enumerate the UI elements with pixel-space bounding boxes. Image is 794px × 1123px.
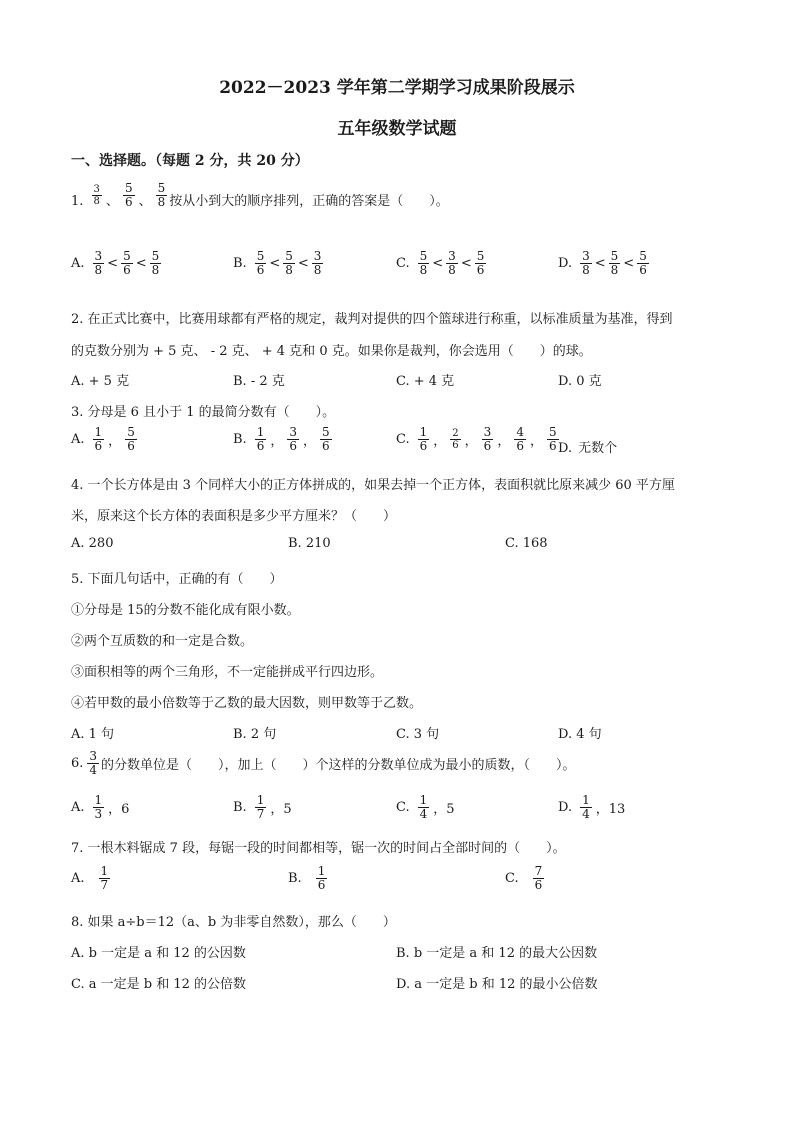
q8-option-c[interactable]: C. a 一定是 b 和 12 的公倍数 — [71, 977, 247, 992]
q1-option-d[interactable]: D. $\frac{3}{8}$ < $\frac{5}{8}$ < $\frac{5}{6}$ — [558, 249, 647, 277]
statement-4: ④若甲数的最小倍数等于乙数的最大因数，则甲数等于乙数。 — [71, 696, 423, 711]
fraction: $\frac{3}{8}$ — [93, 184, 100, 207]
q5-option-b[interactable]: B. 2 句 — [233, 727, 277, 742]
q3-option-c[interactable]: C. $\frac{1}{6}$ ， $\frac{2}{6}$ ， $\frac{3}{6}$ ， $\frac{4}{6}$ ， $\frac{5}{6}$ — [396, 425, 557, 453]
q1-option-a[interactable]: A. $\frac{3}{8}$ < $\frac{5}{6}$ < $\frac{5}{8}$ — [71, 249, 160, 277]
q5-option-a[interactable]: A. 1 句 — [71, 727, 115, 742]
q3-option-d[interactable]: D. 无数个 — [558, 441, 618, 456]
q3-option-b[interactable]: B. $\frac{1}{6}$ ， $\frac{3}{6}$ ， $\frac{5}{6}$ — [233, 425, 330, 453]
section-heading: 一、选择题。（每题 2 分，共 20 分） — [71, 153, 309, 169]
question-number: 1. — [71, 194, 84, 209]
q2-option-c[interactable]: C. + 4 克 — [396, 374, 455, 389]
q5-option-d[interactable]: D. 4 句 — [558, 727, 602, 742]
q7-option-a[interactable]: A. $\frac{1}{7}$ — [71, 864, 109, 892]
q6-option-d[interactable]: D. $\frac{1}{4}$ ，13 — [558, 793, 626, 821]
question-2-line-2: 的克数分别为 + 5 克、 - 2 克、 + 4 克和 0 克。如果你是裁判，你会选用（ ）的球。 — [71, 344, 592, 359]
q2-option-d[interactable]: D. 0 克 — [558, 374, 602, 389]
q4-option-b[interactable]: B. 210 — [288, 536, 331, 551]
question-2-line-1: 2. 在正式比赛中，比赛用球都有严格的规定，裁判对提供的四个篮球进行称重，以标准质量为基准，得到 — [71, 312, 673, 327]
statement-2: ②两个互质数的和一定是合数。 — [71, 634, 254, 649]
q7-option-b[interactable]: B. $\frac{1}{6}$ — [288, 864, 326, 892]
q8-option-b[interactable]: B. b 一定是 a 和 12 的最大公因数 — [396, 946, 598, 961]
q6-option-a[interactable]: A. $\frac{1}{3}$ ，6 — [71, 793, 130, 821]
fraction: $\frac{5}{8}$ — [157, 181, 166, 209]
q1-option-b[interactable]: B. $\frac{5}{6}$ < $\frac{5}{8}$ < $\frac{3}{8}$ — [233, 249, 322, 277]
q2-option-b[interactable]: B. - 2 克 — [233, 374, 285, 389]
q6-option-c[interactable]: C. $\frac{1}{4}$ ，5 — [396, 793, 455, 821]
statement-1: ①分母是 15的分数不能化成有限小数。 — [71, 603, 300, 618]
page-subtitle: 五年级数学试题 — [337, 119, 457, 139]
page-title: 2022－2023 学年第二学期学习成果阶段展示 — [219, 78, 575, 98]
question-6-stem: 6. $\frac{3}{4}$ 的分数单位是（ ），加上（ ）个这样的分数单位成为最小的质数，（ ）。 — [71, 749, 576, 777]
statement-3: ③面积相等的两个三角形，不一定能拼成平行四边形。 — [71, 665, 384, 680]
q4-option-a[interactable]: A. 280 — [71, 536, 114, 551]
q8-option-a[interactable]: A. b 一定是 a 和 12 的公因数 — [71, 946, 246, 961]
question-1-stem: 1. $\frac{3}{8}$ 、 $\frac{5}{6}$ 、 $\frac{5}{8}$ 按从小到大的顺序排列，正确的答案是（ ）。 — [71, 181, 449, 209]
q5-option-c[interactable]: C. 3 句 — [396, 727, 440, 742]
q2-option-a[interactable]: A. + 5 克 — [71, 374, 130, 389]
q8-option-d[interactable]: D. a 一定是 b 和 12 的最小公倍数 — [396, 977, 598, 992]
question-4-line-1: 4. 一个长方体是由 3 个同样大小的正方体拼成的，如果去掉一个正方体，表面积就比原来减少 60 平方厘 — [71, 478, 675, 493]
question-3-stem: 3. 分母是 6 且小于 1 的最简分数有（ ）。 — [71, 405, 336, 420]
question-5-stem: 5. 下面几句话中，正确的有（ ） — [71, 572, 283, 587]
fraction: $\frac{5}{6}$ — [124, 181, 133, 209]
q4-option-c[interactable]: C. 168 — [505, 536, 548, 551]
question-4-line-2: 米，原来这个长方体的表面积是多少平方厘米？（ ） — [71, 509, 397, 524]
q7-option-c[interactable]: C. $\frac{7}{6}$ — [505, 864, 543, 892]
q3-option-a[interactable]: A. $\frac{1}{6}$ ， $\frac{5}{6}$ — [71, 425, 135, 453]
question-7-stem: 7. 一根木料锯成 7 段，每锯一段的时间都相等，锯一次的时间占全部时间的（ ）。 — [71, 841, 566, 856]
q6-option-b[interactable]: B. $\frac{1}{7}$ ，5 — [233, 793, 292, 821]
question-8-stem: 8. 如果 a÷b＝12（a、b 为非零自然数），那么（ ） — [71, 915, 396, 930]
q1-option-c[interactable]: C. $\frac{5}{8}$ < $\frac{3}{8}$ < $\frac{5}{6}$ — [396, 249, 485, 277]
fraction: $\frac{3}{4}$ — [89, 749, 98, 777]
